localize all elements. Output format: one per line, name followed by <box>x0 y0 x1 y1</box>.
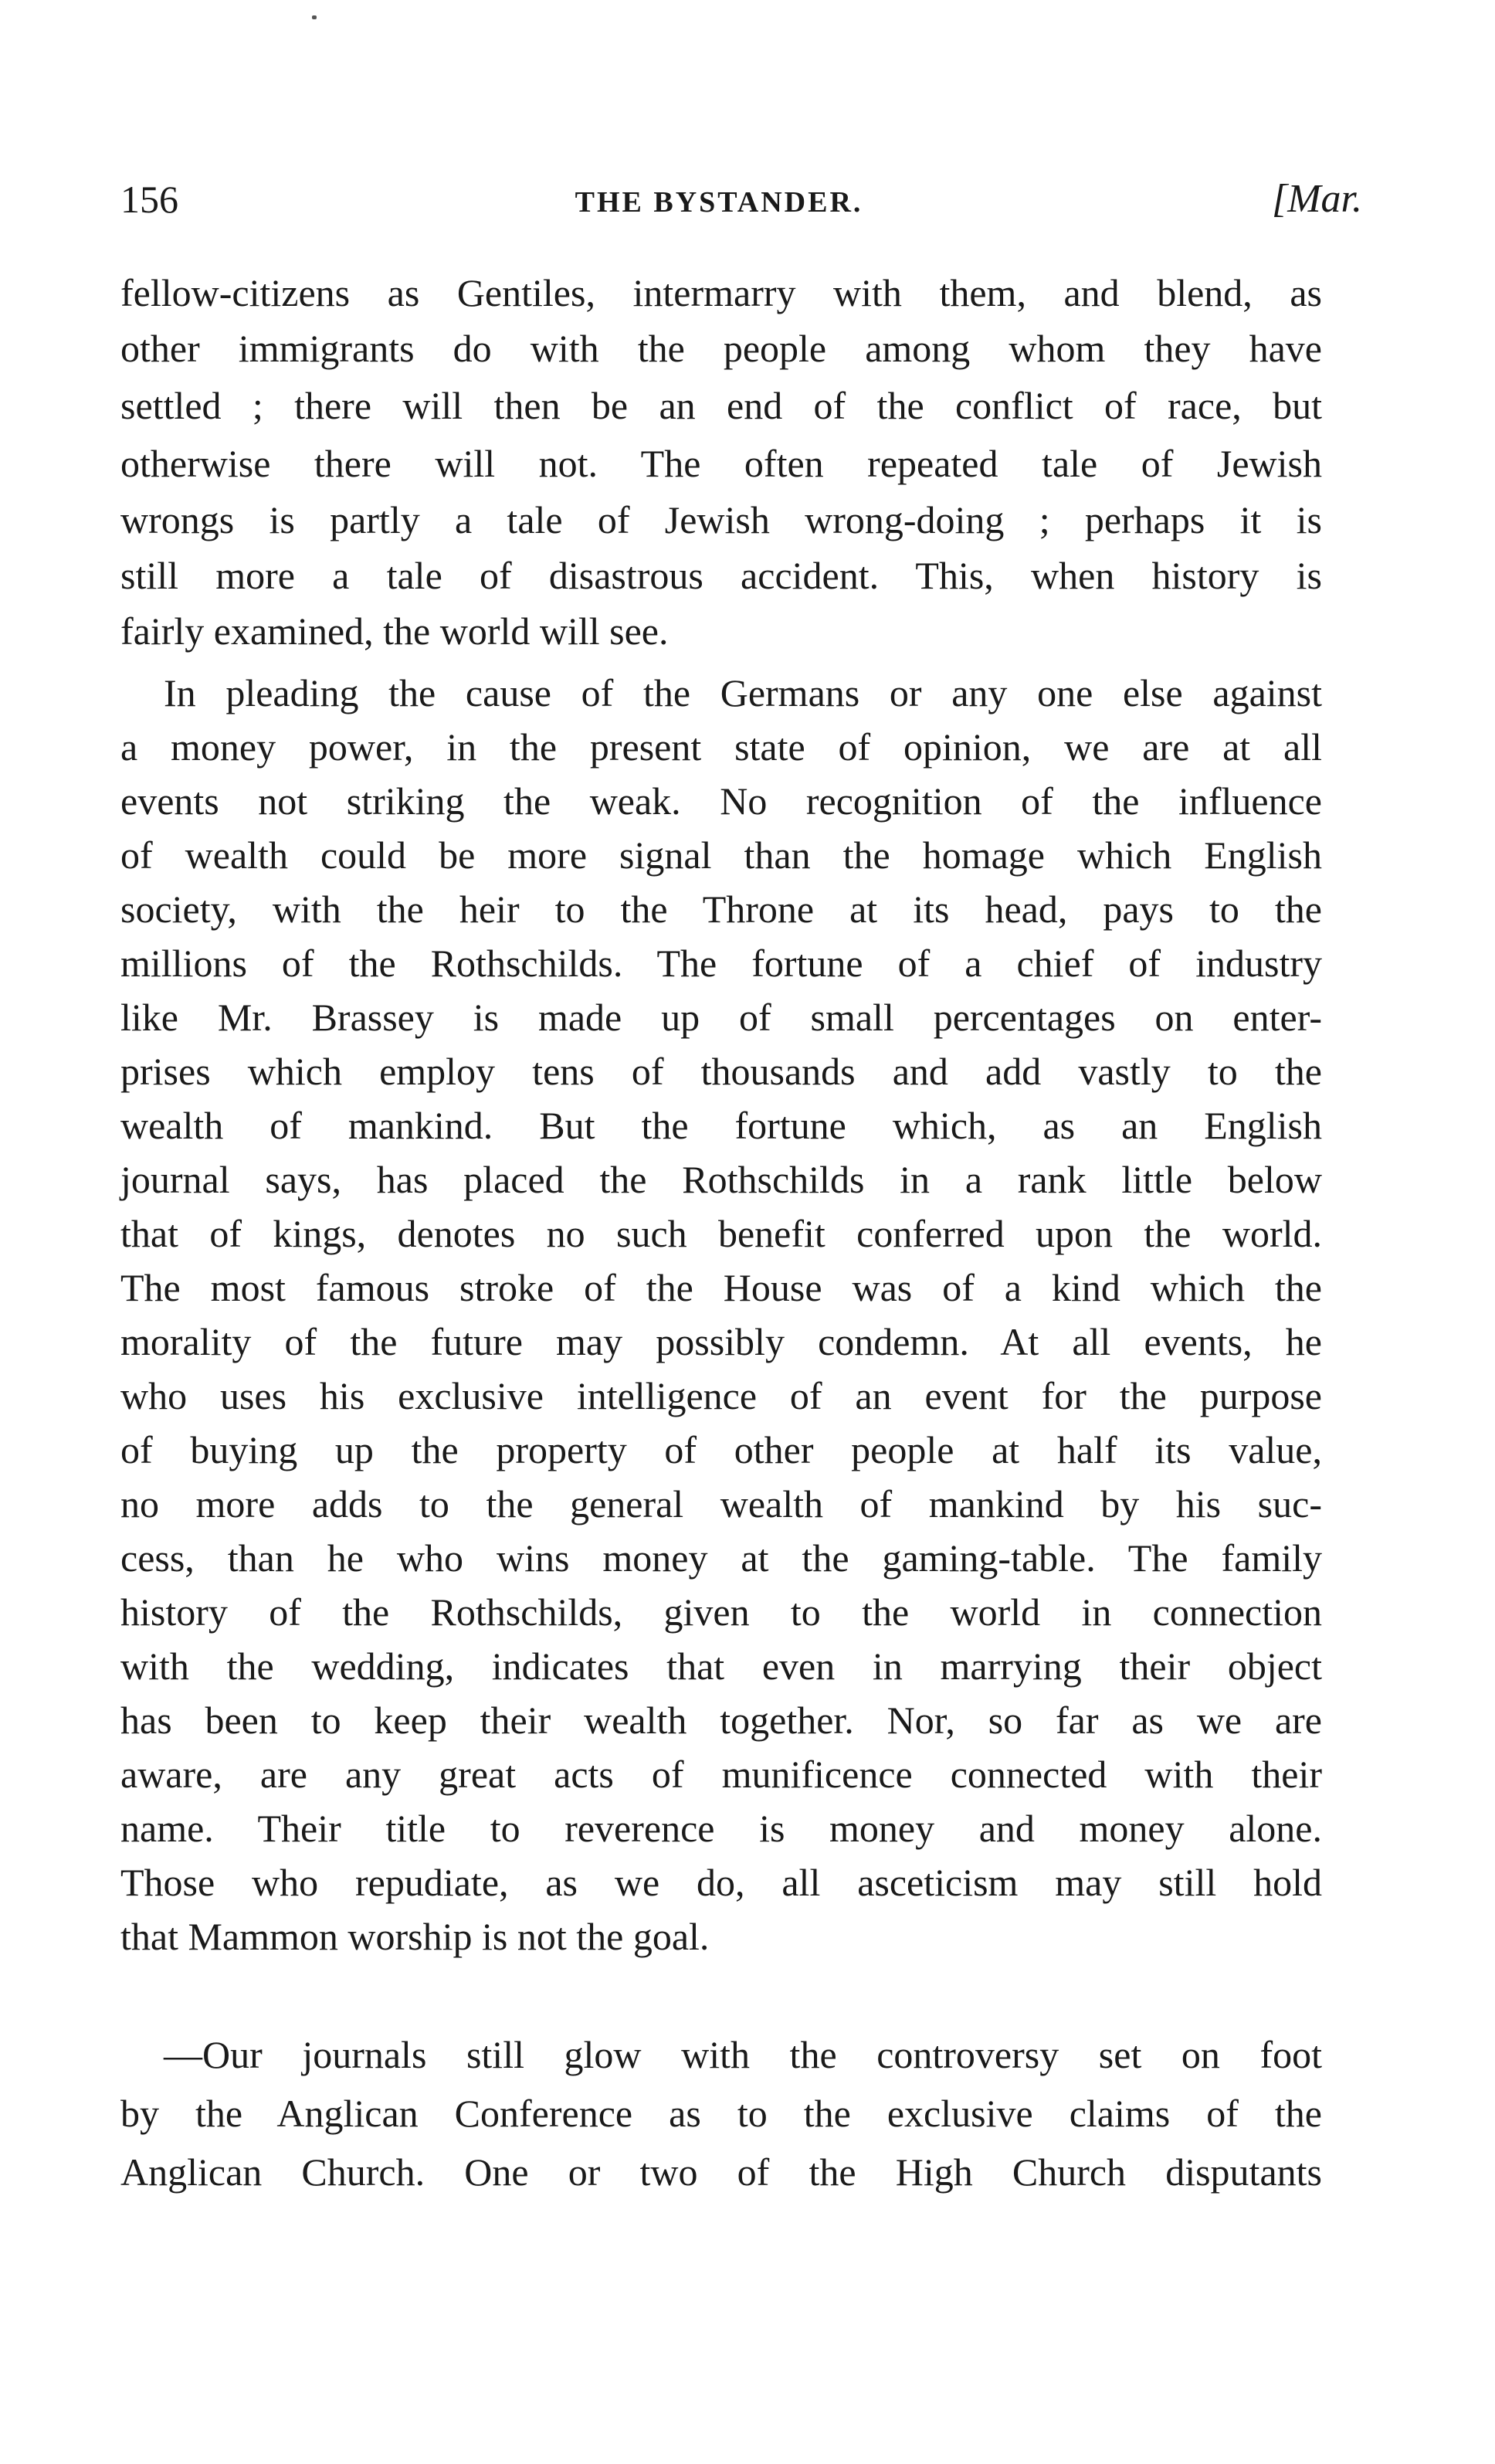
text-line: no more adds to the general wealth of mankind by his suc- <box>120 1482 1322 1526</box>
text-line: who uses his exclusive intelligence of an event for the purpose <box>120 1374 1322 1417</box>
text-line: journal says, has placed the Rothschilds in a rank little below <box>120 1158 1322 1201</box>
text-line: Those who repudiate, as we do, all asceticism may still hold <box>120 1861 1322 1904</box>
text-line: events not striking the weak. No recognition of the influence <box>120 779 1322 823</box>
text-line: has been to keep their wealth together. Nor, so far as we are <box>120 1699 1322 1742</box>
text-line: millions of the Rothschilds. The fortune of a chief of industry <box>120 942 1322 985</box>
text-line: like Mr. Brassey is made up of small percentages on enter- <box>120 996 1322 1039</box>
running-head <box>120 176 1362 230</box>
text-line: a money power, in the present state of opinion, we are at all <box>120 725 1322 769</box>
text-line: still more a tale of disastrous accident. This, when history is <box>120 554 1322 597</box>
text-line: society, with the heir to the Throne at its head, pays to the <box>120 888 1322 931</box>
text-line: of wealth could be more signal than the homage which English <box>120 833 1322 877</box>
text-line: settled ; there will then be an end of the conflict of race, but <box>120 384 1322 427</box>
text-line: history of the Rothschilds, given to the world in connection <box>120 1590 1322 1634</box>
text-line: Anglican Church. One or two of the High Church disputants <box>120 2150 1322 2194</box>
text-line: that of kings, denotes no such benefit conferred upon the world. <box>120 1212 1322 1255</box>
paragraph-anglican-conference <box>120 2025 1322 2201</box>
text-line: prises which employ tens of thousands and add vastly to the <box>120 1050 1322 1093</box>
text-line: cess, than he who wins money at the gaming-table. The family <box>120 1536 1322 1580</box>
text-line: aware, are any great acts of munificence connected with their <box>120 1753 1322 1796</box>
text-line: with the wedding, indicates that even in marrying their object <box>120 1644 1322 1688</box>
text-line: wrongs is partly a tale of Jewish wrong-doing ; perhaps it is <box>120 498 1322 541</box>
running-title: THE BYSTANDER. <box>575 186 863 219</box>
text-line: In pleading the cause of the Germans or any one else against <box>164 671 1322 714</box>
page-number: 156 <box>120 178 178 221</box>
text-line: by the Anglican Conference as to the exclusive claims of the <box>120 2092 1322 2135</box>
paragraph-jewish-wrongs <box>120 265 1322 659</box>
text-line: other immigrants do with the people among whom they have <box>120 327 1322 370</box>
print-speck <box>312 15 317 19</box>
text-line: The most famous stroke of the House was of a kind which the <box>120 1266 1322 1309</box>
text-line: that Mammon worship is not the goal. <box>120 1915 710 1958</box>
text-line: morality of the future may possibly condemn. At all events, he <box>120 1320 1322 1363</box>
text-line: fellow-citizens as Gentiles, intermarry with them, and blend, as <box>120 271 1322 314</box>
text-line: wealth of mankind. But the fortune which, as an English <box>120 1104 1322 1147</box>
text-line: —Our journals still glow with the controversy set on foot <box>164 2033 1322 2076</box>
text-line: fairly examined, the world will see. <box>120 609 669 653</box>
paragraph-money-power <box>120 666 1322 1963</box>
text-line: of buying up the property of other people at half its value, <box>120 1428 1322 1471</box>
text-line: otherwise there will not. The often repeated tale of Jewish <box>120 442 1322 485</box>
text-line: name. Their title to reverence is money and money alone. <box>120 1807 1322 1850</box>
running-month: [Mar. <box>1271 177 1362 221</box>
